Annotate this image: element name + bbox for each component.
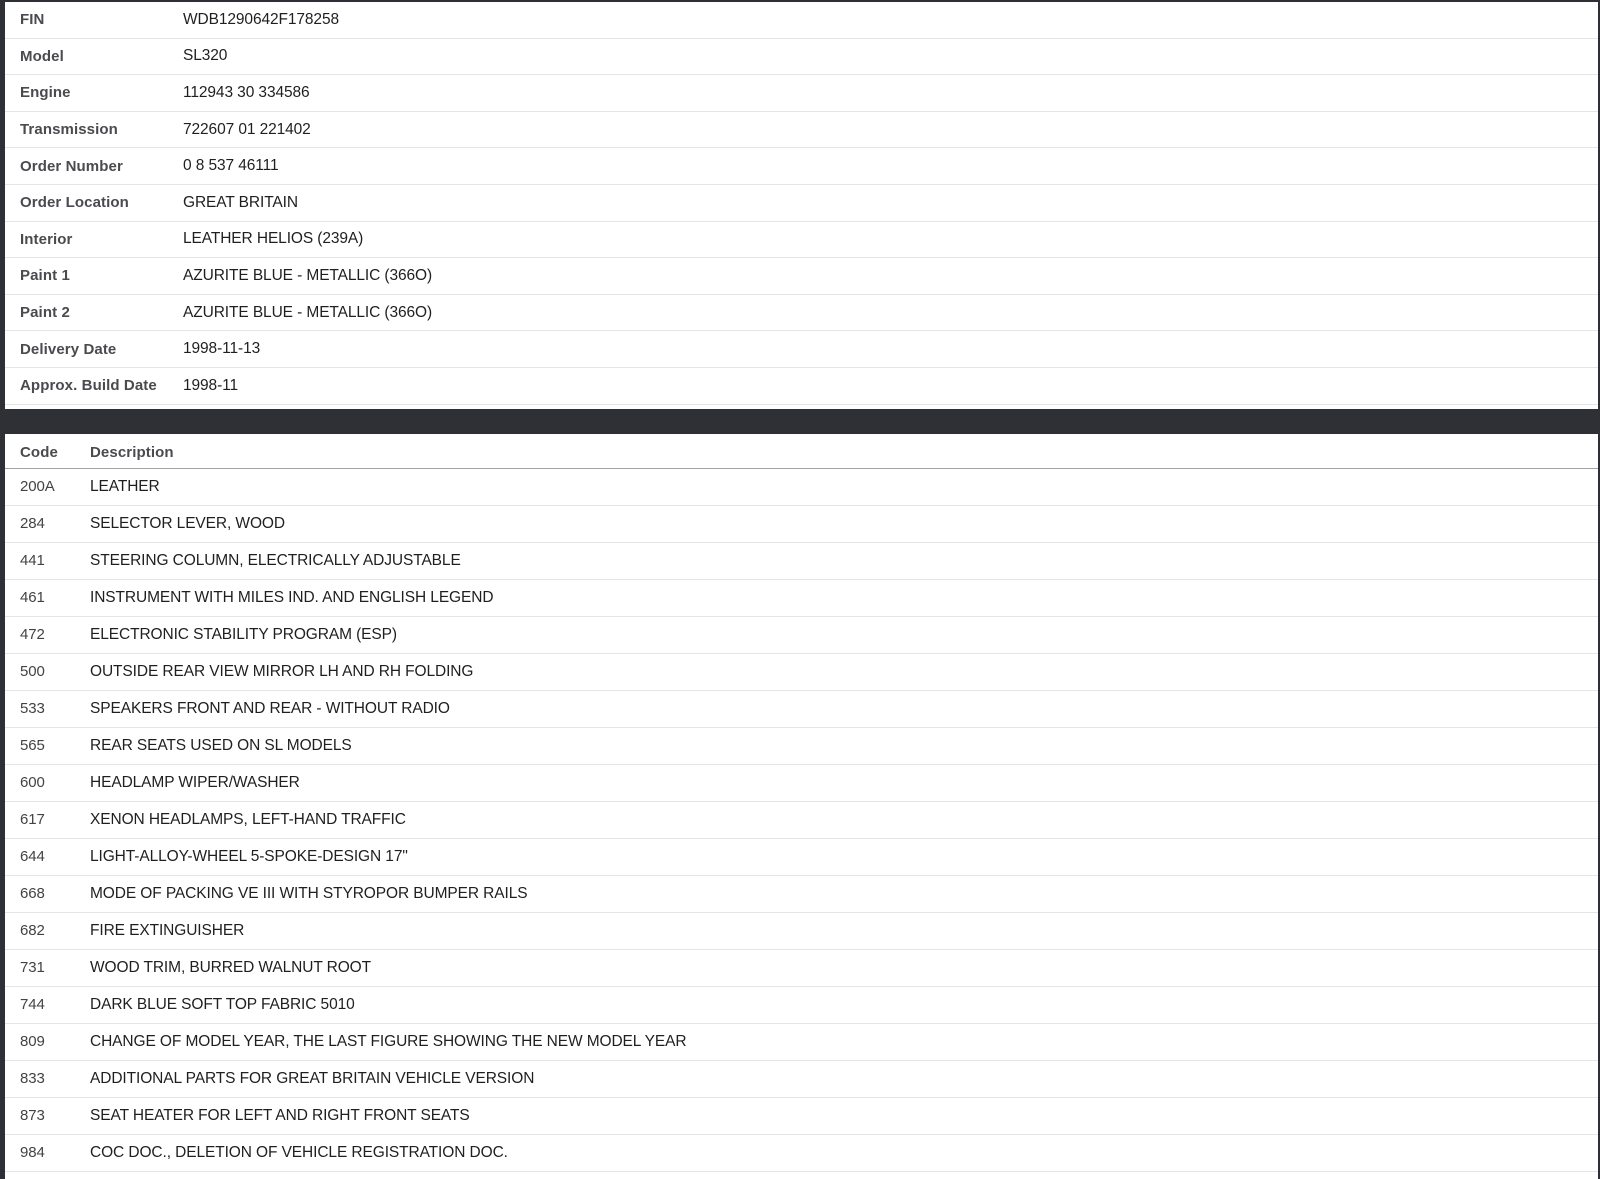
- option-code: 682: [20, 922, 45, 940]
- option-code: 284: [20, 515, 45, 533]
- option-description: MODE OF PACKING VE III WITH STYROPOR BUMPER RAILS: [90, 884, 528, 902]
- option-code: 533: [20, 700, 45, 718]
- option-code: 617: [20, 811, 45, 829]
- option-code: 600: [20, 774, 45, 792]
- option-description: INSTRUMENT WITH MILES IND. AND ENGLISH LEGEND: [90, 588, 494, 606]
- table-row: [5, 2, 1598, 39]
- code-column-header: Code: [20, 444, 58, 462]
- option-code: 668: [20, 885, 45, 903]
- option-description: XENON HEADLAMPS, LEFT-HAND TRAFFIC: [90, 810, 406, 828]
- option-code: 200A: [20, 478, 55, 496]
- row-label: Paint 2: [20, 304, 70, 322]
- table-row: [5, 987, 1598, 1024]
- row-value: 112943 30 334586: [183, 83, 310, 101]
- table-row: [5, 1135, 1598, 1172]
- option-description: LIGHT-ALLOY-WHEEL 5-SPOKE-DESIGN 17": [90, 847, 408, 865]
- row-value: GREAT BRITAIN: [183, 193, 298, 211]
- row-label: Delivery Date: [20, 340, 117, 358]
- table-row: [5, 691, 1598, 728]
- option-description: CHANGE OF MODEL YEAR, THE LAST FIGURE SHOWING THE NEW MODEL YEAR: [90, 1032, 687, 1050]
- option-description: STEERING COLUMN, ELECTRICALLY ADJUSTABLE: [90, 551, 461, 569]
- option-description: SELECTOR LEVER, WOOD: [90, 514, 285, 532]
- option-code: 873: [20, 1107, 45, 1125]
- row-label: Transmission: [20, 121, 118, 139]
- table-row: [5, 580, 1598, 617]
- option-code: 809: [20, 1033, 45, 1051]
- row-value: 1998-11-13: [183, 340, 261, 358]
- option-description: SPEAKERS FRONT AND REAR - WITHOUT RADIO: [90, 699, 450, 717]
- option-code: 472: [20, 626, 45, 644]
- option-description: SEAT HEATER FOR LEFT AND RIGHT FRONT SEATS: [90, 1106, 470, 1124]
- row-label: Model: [20, 47, 64, 65]
- table-row: [5, 148, 1598, 185]
- table-row: [5, 222, 1598, 259]
- row-value: 1998-11: [183, 376, 239, 394]
- row-label: Approx. Build Date: [20, 377, 157, 395]
- table-row: [5, 185, 1598, 222]
- table-row: [5, 295, 1598, 332]
- options-table-body: [5, 469, 1598, 1172]
- row-label: Paint 1: [20, 267, 70, 285]
- row-label: Engine: [20, 84, 71, 102]
- option-code: 731: [20, 959, 45, 977]
- table-row: [5, 950, 1598, 987]
- table-row: [5, 506, 1598, 543]
- table-row: [5, 802, 1598, 839]
- option-description: HEADLAMP WIPER/WASHER: [90, 773, 300, 791]
- option-code: 500: [20, 663, 45, 681]
- option-code: 744: [20, 996, 45, 1014]
- row-label: Order Location: [20, 194, 129, 212]
- row-label: Order Number: [20, 157, 123, 175]
- table-row: [5, 469, 1598, 506]
- table-row: [5, 617, 1598, 654]
- row-value: WDB1290642F178258: [183, 10, 339, 28]
- table-row: [5, 765, 1598, 802]
- table-row: [5, 368, 1598, 405]
- row-value: AZURITE BLUE - METALLIC (366O): [183, 266, 433, 284]
- option-description: ELECTRONIC STABILITY PROGRAM (ESP): [90, 625, 397, 643]
- row-value: 722607 01 221402: [183, 120, 311, 138]
- row-label: FIN: [20, 11, 45, 29]
- option-code: 833: [20, 1070, 45, 1088]
- option-description: FIRE EXTINGUISHER: [90, 921, 245, 939]
- option-description: DARK BLUE SOFT TOP FABRIC 5010: [90, 995, 355, 1013]
- table-row: [5, 543, 1598, 580]
- option-code: 565: [20, 737, 45, 755]
- option-description: OUTSIDE REAR VIEW MIRROR LH AND RH FOLDING: [90, 662, 474, 680]
- table-row: [5, 1061, 1598, 1098]
- table-row: [5, 112, 1598, 149]
- vehicle-info-table: [5, 2, 1598, 405]
- section-divider: [0, 409, 1600, 434]
- table-row: [5, 1098, 1598, 1135]
- options-table-header: [5, 438, 1598, 469]
- row-label: Interior: [20, 230, 73, 248]
- table-row: [5, 331, 1598, 368]
- option-description: REAR SEATS USED ON SL MODELS: [90, 736, 352, 754]
- option-code: 461: [20, 589, 45, 607]
- table-row: [5, 75, 1598, 112]
- table-row: [5, 839, 1598, 876]
- option-description: ADDITIONAL PARTS FOR GREAT BRITAIN VEHICLE VERSION: [90, 1069, 535, 1087]
- table-row: [5, 654, 1598, 691]
- table-row: [5, 39, 1598, 76]
- options-table: [5, 438, 1598, 1172]
- option-description: WOOD TRIM, BURRED WALNUT ROOT: [90, 958, 371, 976]
- option-code: 441: [20, 552, 45, 570]
- table-row: [5, 728, 1598, 765]
- table-row: [5, 876, 1598, 913]
- table-row: [5, 1024, 1598, 1061]
- description-column-header: Description: [90, 444, 174, 462]
- option-description: LEATHER: [90, 477, 160, 495]
- row-value: AZURITE BLUE - METALLIC (366O): [183, 303, 433, 321]
- option-description: COC DOC., DELETION OF VEHICLE REGISTRATION DOC.: [90, 1143, 508, 1161]
- row-value: 0 8 537 46111: [183, 157, 279, 175]
- row-value: LEATHER HELIOS (239A): [183, 230, 364, 248]
- table-row: [5, 258, 1598, 295]
- option-code: 984: [20, 1144, 45, 1162]
- option-code: 644: [20, 848, 45, 866]
- row-value: SL320: [183, 47, 228, 65]
- table-row: [5, 913, 1598, 950]
